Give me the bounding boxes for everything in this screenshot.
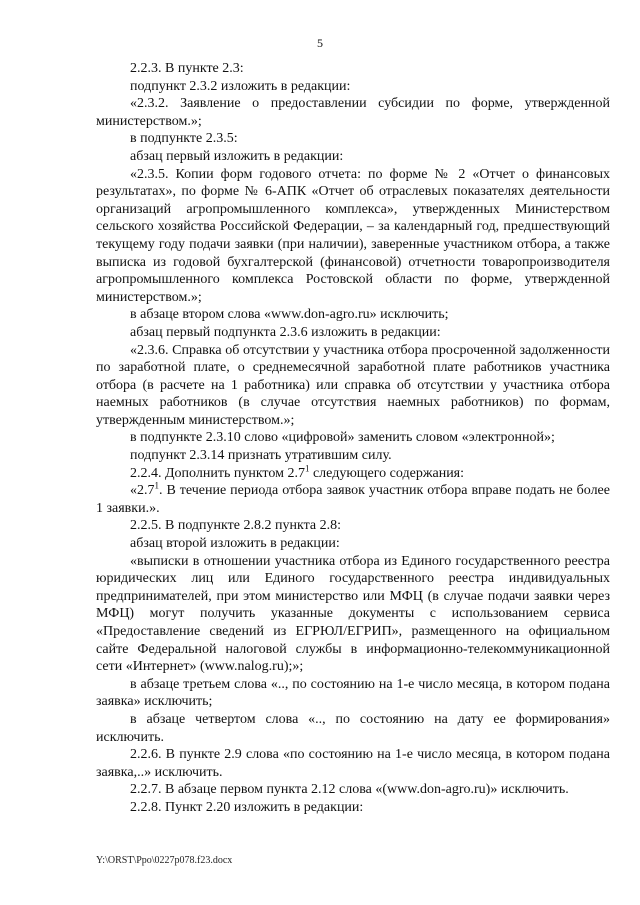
paragraph-text: «2.7 [130, 483, 155, 499]
paragraph: «2.3.2. Заявление о предоставлении субсидии по форме, утвержденной министерством.»; [96, 96, 610, 129]
paragraph: подпункт 2.3.14 признать утратившим силу. [130, 448, 392, 464]
paragraph: «2.3.5. Копии форм годового отчета: по форме № 2 «Отчет о финансовых результатах», по форме № 6-АПК «Отчет об отраслевых показателях деятельности организаций агропромышленного комплекса», утвержденных Министерством сельского хозяйства Российской Федерации, – за календарный год, предшествующий текущему году подачи заявки (при наличии), заверенные участником отбора, а также выписка из годовой бухгалтерской (финансовой) отчетности товаропроизводителя агропромышленного комплекса Ростовской области по форме, утвержденной министерством.»; [96, 166, 610, 305]
paragraph: «2.3.6. Справка об отсутствии у участника отбора просроченной задолженности по заработной плате, о среднемесячной заработной плате работников участника отбора (в расчете на 1 работника) или справка об отсутствии у участника отбора наемных работников (в случае отсутствия наемных работников) по формам, утвержденным министерством.»; [96, 342, 610, 428]
paragraph-2-2-4 [96, 465, 610, 483]
paragraph-quote-2-7-1 [96, 482, 610, 517]
paragraph: в абзаце втором слова «www.don-agro.ru» исключить; [130, 307, 449, 323]
paragraph: в абзаце третьем слова «.., по состоянию на 1-е число месяца, в котором подана заявка» исключить; [96, 676, 610, 710]
paragraph: 2.2.8. Пункт 2.20 изложить в редакции: [130, 799, 364, 815]
paragraph: абзац первый подпункта 2.3.6 изложить в редакции: [130, 324, 441, 340]
paragraph: 2.2.3. В пункте 2.3: [130, 61, 244, 76]
page-number: 5 [317, 36, 323, 50]
footer-file-path: Y:\ORST\Ppo\0227p078.f23.docx [96, 855, 233, 866]
paragraph: 2.2.6. В пункте 2.9 слова «по состоянию на 1-е число месяца, в котором подана заявка,..» исключить. [96, 747, 610, 780]
paragraph: «выписки в отношении участника отбора из Единого государственного реестра юридических лиц или Единого государственного реестра индивидуальных предпринимателей, при этом министерство или МФЦ (в случае подачи заявки через МФЦ) могут получить указанные документы с использованием сервиса «Предоставление сведений из ЕГРЮЛ/ЕГРИП», размещенного на официальном сайте Федеральной налоговой службы в информационно-телекоммуникационной сети «Интернет» (www.nalog.ru);»; [96, 553, 610, 675]
superscript: 1 [154, 480, 159, 491]
paragraph: абзац первый изложить в редакции: [130, 148, 344, 164]
paragraph-text: 2.2.4. Дополнить пунктом 2.7 [130, 465, 305, 481]
document-body [96, 60, 610, 817]
paragraph: подпункт 2.3.2 изложить в редакции: [130, 78, 351, 94]
paragraph-text: . В течение периода отбора заявок участник отбора вправе подать не более 1 заявки.». [96, 483, 610, 516]
superscript: 1 [304, 463, 310, 473]
paragraph: в подпункте 2.3.5: [130, 131, 238, 147]
paragraph: в абзаце четвертом слова «.., по состоянию на дату ее формирования» исключить. [96, 711, 610, 745]
paragraph: абзац второй изложить в редакции: [130, 536, 340, 552]
paragraph: 2.2.5. В подпункте 2.8.2 пункта 2.8: [130, 518, 341, 534]
paragraph-text: следующего содержания: [309, 465, 465, 481]
paragraph: 2.2.7. В абзаце первом пункта 2.12 слова «(www.don-agro.ru)» исключить. [130, 782, 569, 798]
paragraph: в подпункте 2.3.10 слово «цифровой» заменить словом «электронной»; [130, 430, 555, 446]
